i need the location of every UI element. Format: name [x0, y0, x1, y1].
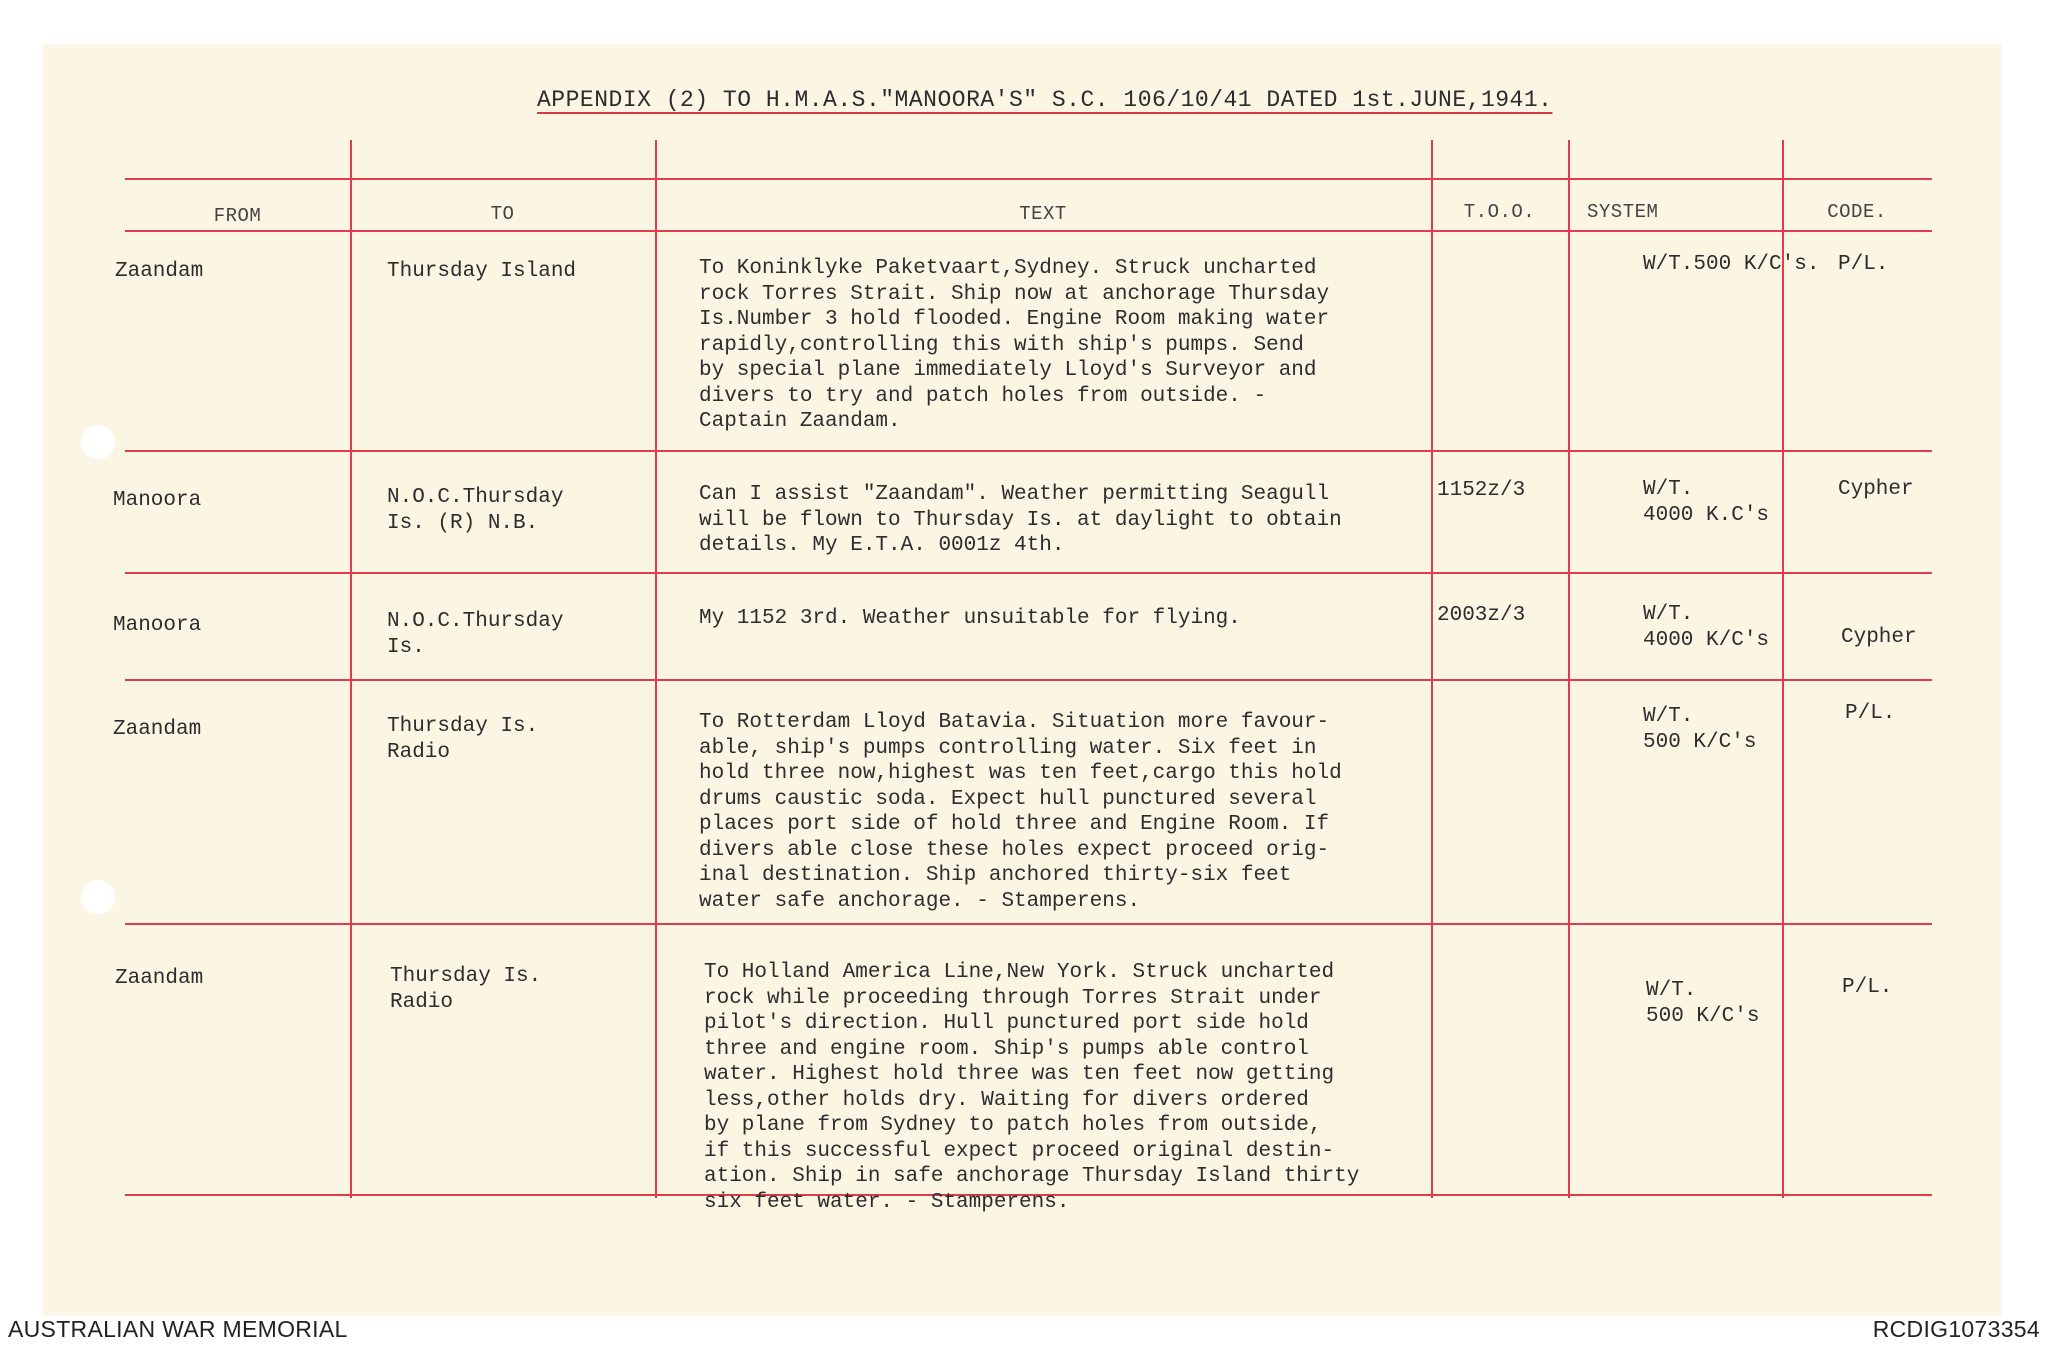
row-2-to: N.O.C.Thursday Is. (R) N.B. — [387, 486, 564, 535]
column-header-from: FROM — [213, 205, 262, 227]
document-page — [43, 45, 2001, 1315]
row-1-to: Thursday Island — [387, 260, 577, 283]
row-3-from: Manoora — [113, 614, 202, 637]
row-3-too: 2003z/3 — [1437, 604, 1526, 627]
row-5-code: P/L. — [1842, 976, 1893, 999]
row-4-from: Zaandam — [113, 718, 202, 741]
column-header-too: T.O.O. — [1463, 201, 1536, 223]
rule-line — [125, 230, 1932, 232]
punch-hole — [81, 880, 115, 914]
column-divider — [350, 140, 352, 1198]
rule-line — [125, 679, 1932, 681]
column-divider — [1568, 140, 1570, 1198]
rule-line — [125, 923, 1932, 925]
row-2-from: Manoora — [113, 489, 202, 512]
row-3-system: W/T. 4000 K/C's — [1643, 603, 1770, 652]
row-5-to: Thursday Is. Radio — [390, 965, 542, 1014]
column-divider — [1431, 140, 1433, 1198]
punch-hole — [81, 425, 115, 459]
column-header-system: SYSTEM — [1587, 201, 1659, 223]
row-3-to: N.O.C.Thursday Is. — [387, 610, 564, 659]
row-4-code: P/L. — [1845, 702, 1896, 725]
column-header-code: CODE. — [1827, 201, 1887, 223]
row-1-from: Zaandam — [115, 260, 204, 283]
row-2-system: W/T. 4000 K.C's — [1643, 478, 1770, 527]
column-header-to: TO — [490, 203, 515, 225]
footer-credit: AUSTRALIAN WAR MEMORIAL — [8, 1316, 348, 1342]
row-2-text: Can I assist "Zaandam". Weather permitting Seagull will be flown to Thursday Is. at daylight to obtain details. My E.T.A. 0001z 4th. — [699, 483, 1342, 557]
row-3-code: Cypher — [1841, 626, 1917, 649]
row-1-system: W/T.500 K/C's. — [1643, 253, 1820, 276]
column-header-text: TEXT — [1019, 203, 1067, 225]
rule-line — [125, 450, 1932, 452]
signal-table — [113, 130, 1932, 1214]
row-2-code: Cypher — [1838, 478, 1914, 501]
footer-record-id: RCDIG1073354 — [1872, 1316, 2040, 1342]
rule-line — [125, 178, 1932, 180]
row-4-text: To Rotterdam Lloyd Batavia. Situation more favour- able, ship's pumps controlling water. Six feet in hold three now,highest was ten feet,cargo this hold drums caustic soda. Expect hull punctured several places port side of hold three and Engine Room. If divers able close these holes expect proceed orig- inal destination. Ship anchored thirty-six feet water safe anchorage. - Stamperens. — [699, 711, 1342, 913]
column-divider — [1782, 140, 1784, 1198]
row-5-text: To Holland America Line,New York. Struck uncharted rock while proceeding through Torres Strait under pilot's direction. Hull punctured port side hold three and engine room. Ship's pumps able control water. Highest hold three was ten feet now getting less,other holds dry. Waiting for divers ordered by plane from Sydney to patch holes from outside, if this successful expect proceed original destin- ation. Ship in safe anchorage Thursday Island thirty six feet water. - Stamperens. — [704, 961, 1360, 1214]
document-title: APPENDIX (2) TO H.M.A.S."MANOORA'S" S.C. 106/10/41 DATED 1st.JUNE,1941. — [537, 87, 1553, 113]
row-2-too: 1152z/3 — [1437, 479, 1526, 502]
row-3-text: My 1152 3rd. Weather unsuitable for flying. — [699, 607, 1241, 630]
column-divider — [655, 140, 657, 1198]
row-4-system: W/T. 500 K/C's — [1643, 705, 1757, 754]
row-1-text: To Koninklyke Paketvaart,Sydney. Struck uncharted rock Torres Strait. Ship now at anchorage Thursday Is.Number 3 hold flooded. Engine Room making water rapidly,controlling this with ship's pumps. Send by special plane immediately Lloyd's Surveyor and divers to try and patch holes from outside. - Captain Zaandam. — [699, 257, 1330, 433]
rule-line — [125, 572, 1932, 574]
row-5-system: W/T. 500 K/C's — [1646, 979, 1760, 1028]
row-5-from: Zaandam — [115, 967, 204, 990]
row-4-to: Thursday Is. Radio — [387, 715, 539, 764]
row-1-code: P/L. — [1838, 253, 1889, 276]
